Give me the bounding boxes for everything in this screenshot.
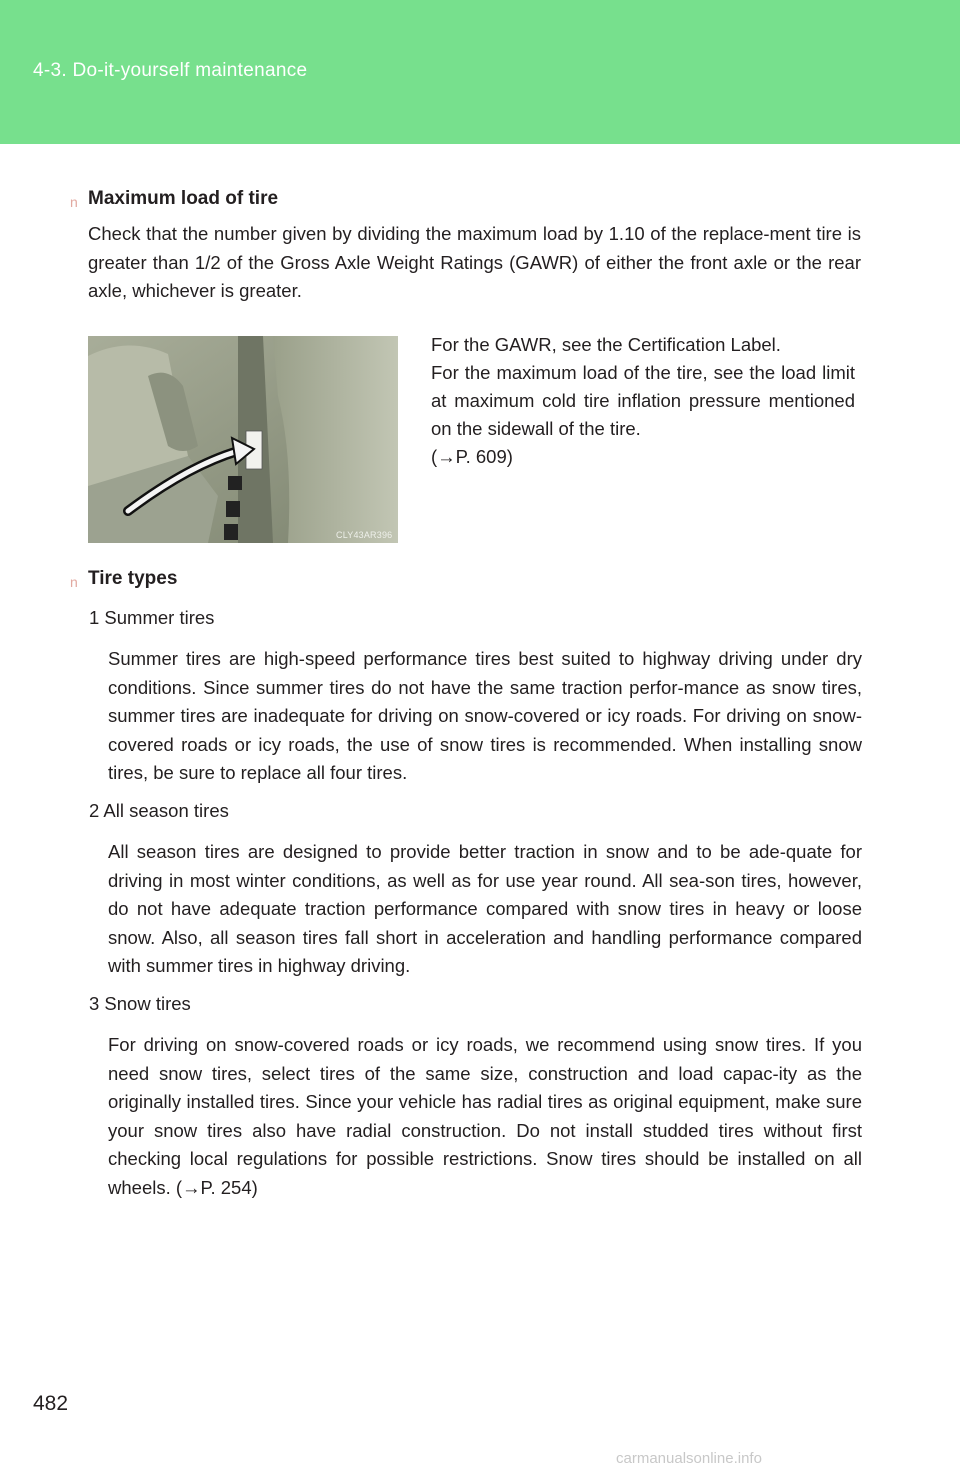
section-title: 4-3. Do-it-yourself maintenance	[33, 60, 308, 81]
page-number: 482	[33, 1392, 69, 1415]
all-season-tires-body: All season tires are designed to provide better traction in snow and to be ade-quate for driving in most winter conditions, as well as for use year round. All sea-son tires, however, do not have adequate traction performance compared with snow tires in heavy or loose snow. Also, all season tires fall short in acceleration and handling performance compared with summer tires in highway driving.	[108, 841, 862, 976]
door-pillar-illustration	[88, 336, 398, 543]
summer-tires-body: Summer tires are high-speed performance tires best suited to highway driving under dry conditions. Since summer tires do not have the same traction perfor-mance as snow tires, summer tires are inadequate for driving on snow-covered or icy roads. For driving on snow-covered roads or icy roads, the use of snow tires is recommended. When installing snow tires, be sure to replace all four tires.	[108, 648, 862, 783]
max-load-body: Check that the number given by dividing the maximum load by 1.10 of the replace-ment tire is greater than 1/2 of the Gross Axle Weight Ratings (GAWR) of either the front axle or the rear axle, whichever is greater.	[88, 223, 861, 301]
watermark: carmanualsonline.info	[616, 1450, 762, 1467]
caption-gawr: For the GAWR, see the Certification Label.	[431, 334, 781, 355]
certification-label-photo	[88, 336, 398, 543]
max-load-heading: Maximum load of tire	[88, 188, 279, 209]
snow-tires-body: For driving on snow-covered roads or icy roads, we recommend using snow tires. If you need snow tires, select tires of the same size, construction and load capac-ity as the originally installed tires. Since your vehicle has radial tires as original equipment, make sure your snow tires also have radial construction. Do not install studded tires without first checking local regulations for possible restrictions. Snow tires should be installed on all wheels. (→P. 254)	[108, 1034, 862, 1198]
all-season-tires-title: 2 All season tires	[89, 800, 229, 821]
caption-load-limit: For the maximum load of the tire, see the load limit at maximum cold tire inflation pressure mentioned on the sidewall of the tire.	[431, 362, 855, 439]
snow-tires-title: 3 Snow tires	[89, 993, 191, 1014]
bullet-marker: n	[70, 194, 78, 210]
certification-caption	[431, 331, 855, 471]
summer-tires-title: 1 Summer tires	[89, 607, 215, 628]
photo-code: CLY43AR396	[336, 530, 393, 540]
tire-types-heading: Tire types	[88, 568, 178, 589]
caption-page-ref: (→P. 609)	[431, 446, 513, 467]
bullet-marker: n	[70, 574, 78, 590]
